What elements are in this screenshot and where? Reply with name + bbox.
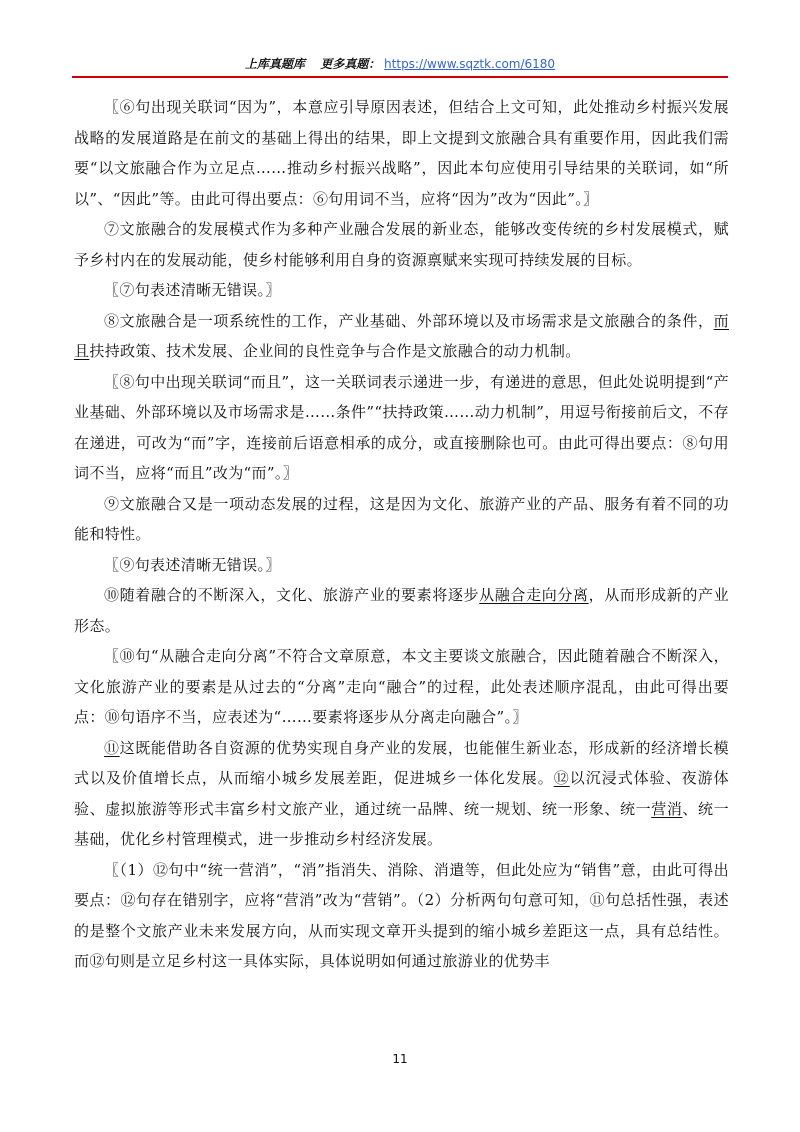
paragraph: 〖⑦句表述清晰无错误。〗	[104, 281, 281, 299]
paragraph: 〖⑩句“从融合走向分离”不符合文章原意，本文主要谈文旅融合，因此随着融合不断深入，文化旅游产业的要素是从过去的“分离”走向“融合”的过程，此处表述顺序混乱，由此可得出要点：⑩句语序不当，应表述为“……要素将逐步从分离走向融合”。〗	[74, 647, 729, 726]
header-site-name: 上库真题库	[244, 57, 305, 71]
text-run: ，从而形成新的产业形态。	[74, 586, 730, 635]
paragraph: ⑦文旅融合的发展模式作为多种产业融合发展的新业态，能够改变传统的乡村发展模式，赋予乡村内在的发展动能，使乡村能够利用自身的资源禀赋来实现可持续发展的目标。	[74, 220, 729, 269]
page-number: 11	[392, 1052, 408, 1066]
paragraph: 〖⑧句中出现关联词“而且”，这一关联词表示递进一步，有递进的意思，但此处说明提到“产业基础、外部环境以及市场需求是……条件”“扶持政策……动力机制”，用逗号衔接前后文，不存在递进，可改为“而”字，连接前后语意相承的成分，或直接删除也可。由此可得出要点：⑧句用词不当，应将“而且”改为“而”。〗	[74, 372, 729, 482]
text-run: 这既能借助各自资源的优势实现自身产业的发展，也能催生新业态，形成新的经济增长模式以及价值增长点，从而缩小城乡发展差距，促进城乡一体化发展。	[74, 738, 729, 787]
underlined-text: 从融合走向分离	[479, 586, 589, 604]
paragraph: 〖⑥句出现关联词“因为”，本意应引导原因表述，但结合上文可知，此处推动乡村振兴发展战略的发展道路是在前文的基础上得出的结果，即上文提到文旅融合具有重要作用，因此我们需要“以文旅融合作为立足点……推动乡村振兴战略”，因此本句应使用引导结果的关联词，如“所以”、“因此”等。由此可得出要点：⑥句用词不当，应将“因为”改为“因此”。〗	[74, 98, 729, 208]
page-header	[0, 56, 800, 72]
text-run: 、统一基础，优化乡村管理模式，进一步推动乡村经济发展。	[74, 799, 729, 848]
paragraph	[74, 306, 729, 367]
text-run: ⑧文旅融合是一项系统性的工作，产业基础、外部环境以及市场需求是文旅融合的条件，	[104, 311, 714, 330]
paragraph: 〖（1）⑫句中“统一营消”，“消”指消失、消除、消遣等，但此处应为“销售”意，由此可得出要点：⑫句存在错别字，应将“营消”改为“营销”。（2）分析两句句意可知，⑪句总括性强，表述的是整个文旅产业未来发展方向，从而实现文章开头提到的缩小城乡差距这一点，具有总结性。而⑫句则是立足乡村这一具体实际，具体说明如何通过旅游业的优势丰	[74, 860, 729, 970]
sentence-number: ⑪	[104, 738, 120, 757]
paragraph: ⑨文旅融合又是一项动态发展的过程，这是因为文化、旅游产业的产品、服务有着不同的功能和特性。	[74, 494, 729, 543]
text-run: 扶持政策、技术发展、企业间的良性竞争与合作是文旅融合的动力机制。	[89, 342, 581, 360]
header-divider	[72, 76, 728, 78]
paragraph: 〖⑨句表述清晰无错误。〗	[104, 555, 281, 574]
paragraph	[74, 580, 729, 641]
header-link[interactable]: https://www.sqztk.com/6180	[384, 57, 556, 71]
underlined-text: 而且	[74, 311, 729, 360]
header-more-label: 更多真题：	[320, 57, 381, 71]
underlined-text: 营消	[651, 799, 683, 818]
text-run: 以沉浸式体验、夜游体验、虚拟旅游等形式丰富乡村文旅产业，通过统一品牌、统一规划、统一形象、统一	[74, 769, 729, 818]
document-body	[74, 92, 729, 977]
sentence-number: ⑫	[553, 769, 570, 787]
text-run: ⑩随着融合的不断深入，文化、旅游产业的要素将逐步	[104, 586, 480, 604]
paragraph	[74, 733, 729, 855]
